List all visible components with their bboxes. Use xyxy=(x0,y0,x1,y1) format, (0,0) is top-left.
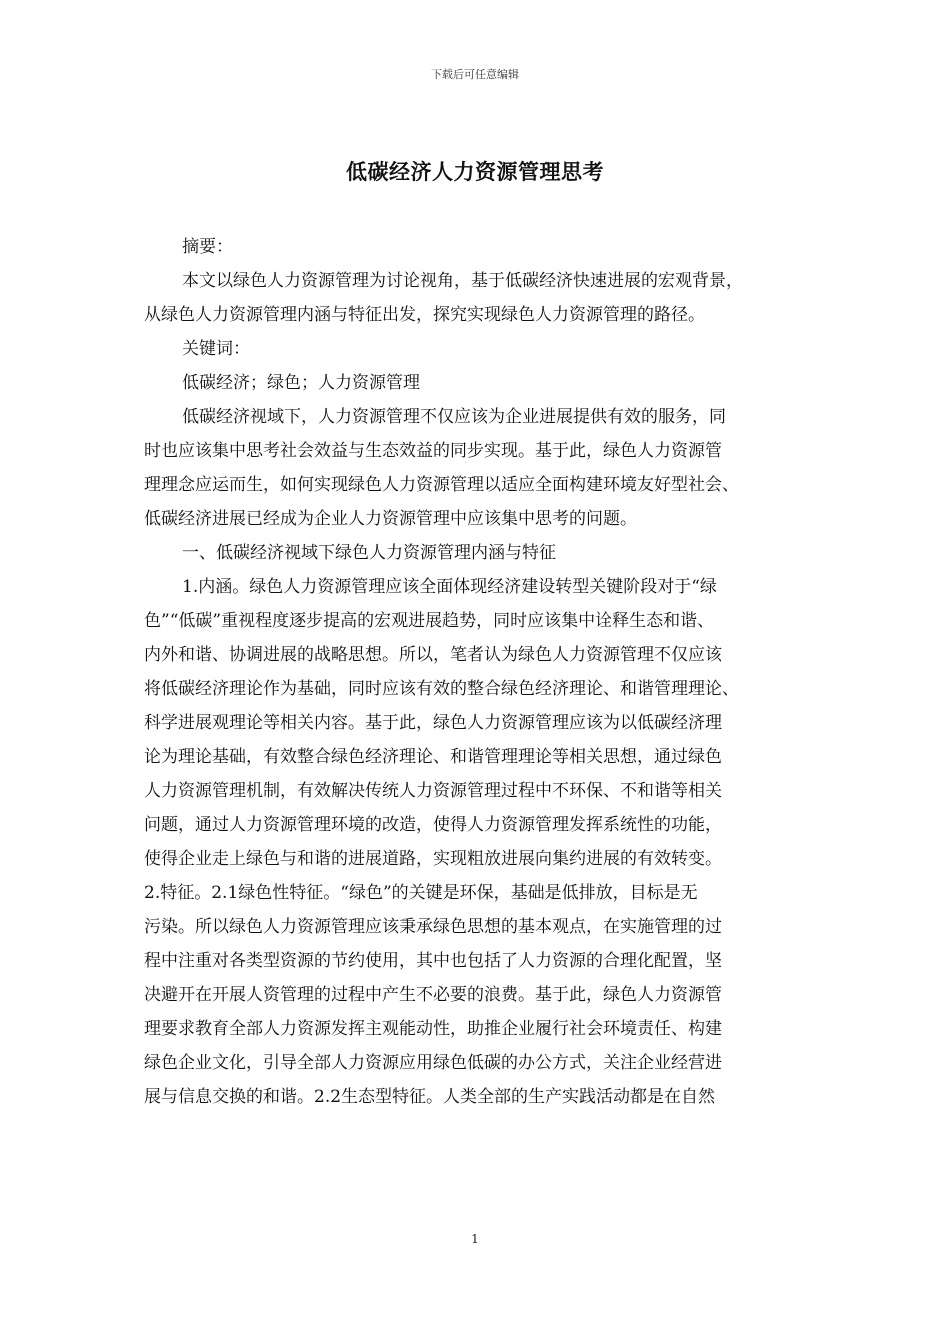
text-line: 人力资源管理机制，有效解决传统人力资源管理过程中不环保、不和谐等相关 xyxy=(144,781,722,801)
text-line: 将低碳经济理论作为基础，同时应该有效的整合绿色经济理论、和谐管理理论、 xyxy=(144,679,739,699)
text-line: 时也应该集中思考社会效益与生态效益的同步实现。基于此，绿色人力资源管 xyxy=(144,441,722,461)
text-line: 低碳经济进展已经成为企业人力资源管理中应该集中思考的问题。 xyxy=(144,509,637,529)
text-line: 绿色企业文化，引导全部人力资源应用绿色低碳的办公方式，关注企业经营进 xyxy=(144,1053,722,1073)
text-line: 摘要： xyxy=(182,237,233,257)
text-line: 使得企业走上绿色与和谐的进展道路，实现粗放进展向集约进展的有效转变。 xyxy=(144,849,722,869)
text-line: 一、低碳经济视域下绿色人力资源管理内涵与特征 xyxy=(182,543,556,563)
text-line: 污染。所以绿色人力资源管理应该秉承绿色思想的基本观点，在实施管理的过 xyxy=(144,917,722,937)
text-line: 理理念应运而生，如何实现绿色人力资源管理以适应全面构建环境友好型社会、 xyxy=(144,475,739,495)
text-line: 问题，通过人力资源管理环境的改造，使得人力资源管理发挥系统性的功能， xyxy=(144,815,722,835)
text-line: 科学进展观理论等相关内容。基于此，绿色人力资源管理应该为以低碳经济理 xyxy=(144,713,722,733)
text-line: 展与信息交换的和谐。2.2生态型特征。人类全部的生产实践活动都是在自然 xyxy=(144,1087,716,1107)
header-note: 下载后可任意编辑 xyxy=(431,68,519,81)
text-line: 决避开在开展人资管理的过程中产生不必要的浪费。基于此，绿色人力资源管 xyxy=(144,985,722,1005)
page-title: 低碳经济人力资源管理思考 xyxy=(346,159,604,184)
text-line: 程中注重对各类型资源的节约使用，其中也包括了人力资源的合理化配置，坚 xyxy=(144,951,722,971)
text-line: 从绿色人力资源管理内涵与特征出发，探究实现绿色人力资源管理的路径。 xyxy=(144,305,705,325)
text-line: 论为理论基础，有效整合绿色经济理论、和谐管理理论等相关思想，通过绿色 xyxy=(144,747,722,767)
text-line: 内外和谐、协调进展的战略思想。所以，笔者认为绿色人力资源管理不仅应该 xyxy=(144,645,722,665)
text-line: 理要求教育全部人力资源发挥主观能动性，助推企业履行社会环境责任、构建 xyxy=(144,1019,722,1039)
page-number: 1 xyxy=(471,1232,479,1246)
text-line: 2.特征。2.1绿色性特征。“绿色”的关键是环保，基础是低排放，目标是无 xyxy=(144,883,698,903)
text-line: 本文以绿色人力资源管理为讨论视角，基于低碳经济快速进展的宏观背景， xyxy=(182,271,743,291)
text-line: 关键词： xyxy=(182,339,250,359)
text-line: 1.内涵。绿色人力资源管理应该全面体现经济建设转型关键阶段对于“绿 xyxy=(182,577,717,597)
text-line: 低碳经济视域下，人力资源管理不仅应该为企业进展提供有效的服务，同 xyxy=(182,407,726,427)
document-body xyxy=(144,230,824,1114)
text-line: 低碳经济；绿色；人力资源管理 xyxy=(182,373,420,393)
text-line: 色”“低碳”重视程度逐步提高的宏观进展趋势，同时应该集中诠释生态和谐、 xyxy=(144,611,715,631)
